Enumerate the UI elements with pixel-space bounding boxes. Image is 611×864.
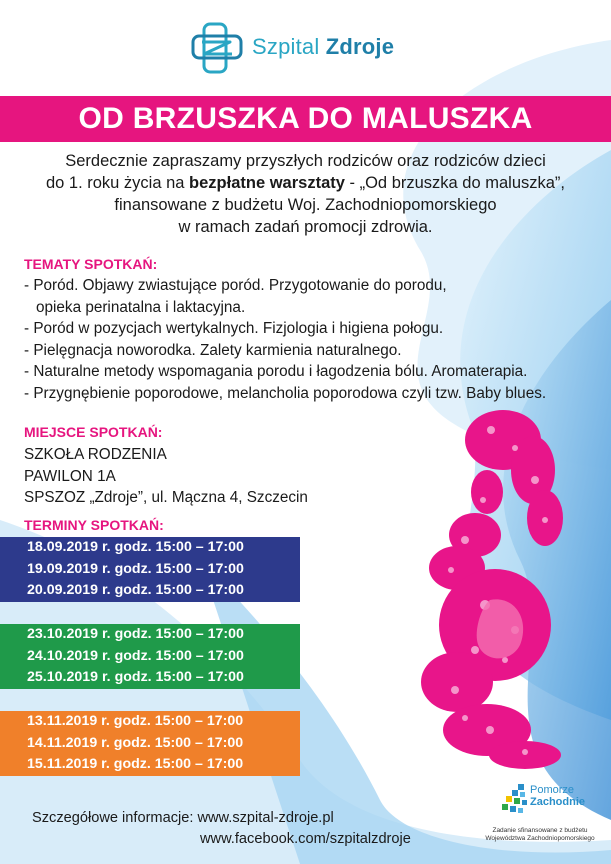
- date-group-october: [0, 624, 300, 689]
- szpital-zdroje-logo-icon: [190, 22, 246, 74]
- sponsor-note-line-2: Województwa Zachodniopomorskiego: [485, 835, 595, 842]
- place-line: SPSZOZ „Zdroje”, ul. Mączna 4, Szczecin: [24, 489, 308, 506]
- logo-text-light: Szpital: [252, 34, 320, 59]
- date-row: 25.10.2019 r. godz. 15:00 – 17:00: [27, 669, 244, 685]
- place-line: PAWILON 1A: [24, 467, 116, 485]
- date-row: 18.09.2019 r. godz. 15:00 – 17:00: [27, 539, 244, 555]
- intro-line-3: finansowane z budżetu Woj. Zachodniopomorskiego: [114, 196, 497, 214]
- intro-line-2-before: do 1. roku życia na: [45, 174, 190, 192]
- date-row: 15.11.2019 r. godz. 15:00 – 17:00: [27, 756, 244, 772]
- intro-line-2-after: - „Od brzuszka do maluszka”,: [344, 174, 566, 192]
- title-bar: [0, 96, 611, 142]
- intro-line-2: [20, 172, 591, 194]
- topics-list: [24, 275, 584, 404]
- date-row: 20.09.2019 r. godz. 15:00 – 17:00: [27, 582, 244, 598]
- date-row: 14.11.2019 r. godz. 15:00 – 17:00: [27, 734, 244, 751]
- intro-line-2-bold: bezpłatne warsztaty: [189, 174, 345, 192]
- sponsor-logo: [480, 782, 600, 860]
- sponsor-note-line-1: Zadanie sfinansowane z budżetu: [492, 827, 588, 834]
- topic-item: - Poród. Objawy zwiastujące poród. Przygotowanie do porodu,: [24, 277, 447, 294]
- place-heading: MIEJSCE SPOTKAŃ:: [24, 424, 163, 440]
- sponsor-name: [530, 784, 585, 808]
- footer-info: [32, 808, 411, 850]
- pregnant-woman-flowers-icon: [395, 400, 595, 780]
- intro-line-1: Serdecznie zapraszamy przyszłych rodziców oraz rodziców dzieci: [65, 152, 546, 170]
- pomorze-zachodnie-logo-icon: [500, 782, 534, 816]
- page-title: OD BRZUSZKA DO MALUSZKA: [78, 102, 533, 135]
- topic-item: - Przygnębienie poporodowe, melancholia poporodowa czyli tzw. Baby blues.: [24, 384, 547, 402]
- date-group-september: [0, 537, 300, 602]
- sponsor-name-line-1: Pomorze: [530, 784, 575, 796]
- footer-facebook: www.facebook.com/szpitalzdroje: [200, 831, 411, 847]
- topic-item: - Pielęgnacja noworodka. Zalety karmienia naturalnego.: [24, 341, 402, 359]
- header: [0, 0, 611, 92]
- intro-line-4: w ramach zadań promocji zdrowia.: [178, 218, 433, 236]
- sponsor-note: [480, 827, 600, 843]
- logo-text-bold: Zdroje: [325, 34, 395, 59]
- date-row: 24.10.2019 r. godz. 15:00 – 17:00: [27, 647, 244, 664]
- date-row: 13.11.2019 r. godz. 15:00 – 17:00: [27, 713, 244, 729]
- dates-heading: TERMINY SPOTKAŃ:: [24, 517, 164, 533]
- topic-item: - Poród w pozycjach wertykalnych. Fizjologia i higiena połogu.: [24, 320, 444, 337]
- intro-text: [20, 150, 591, 238]
- topic-item: opieka perinatalna i laktacyjna.: [36, 298, 246, 316]
- place-block: [24, 444, 308, 509]
- date-row: 19.09.2019 r. godz. 15:00 – 17:00: [27, 560, 244, 577]
- date-group-november: [0, 711, 300, 776]
- topic-item: - Naturalne metody wspomagania porodu i łagodzenia bólu. Aromaterapia.: [24, 363, 528, 380]
- footer-website: Szczegółowe informacje: www.szpital-zdroje.pl: [32, 810, 334, 826]
- logo-text: [252, 34, 394, 60]
- sponsor-name-line-2: Zachodnie: [530, 796, 586, 808]
- date-row: 23.10.2019 r. godz. 15:00 – 17:00: [27, 626, 244, 642]
- place-line: SZKOŁA RODZENIA: [24, 446, 167, 463]
- topics-heading: TEMATY SPOTKAŃ:: [24, 256, 158, 272]
